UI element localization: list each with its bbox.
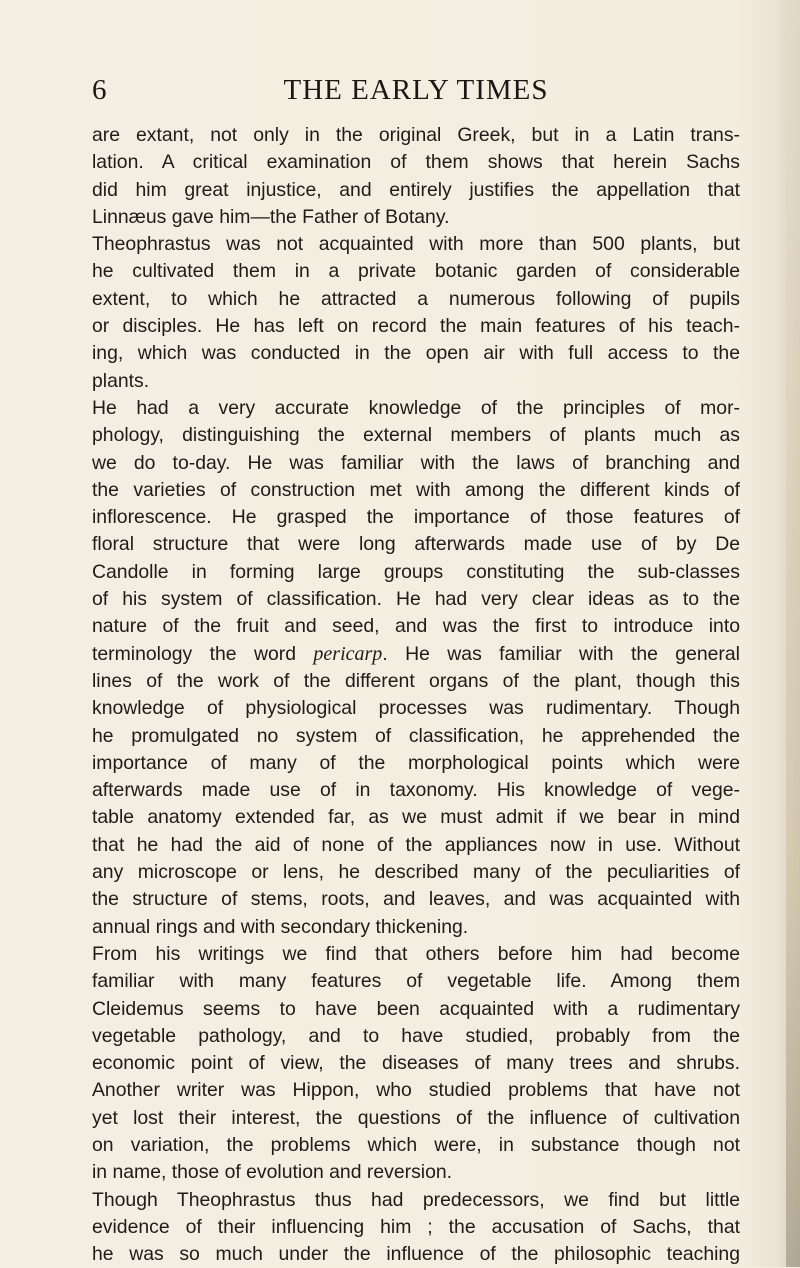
text-line: importance of many of the morphological points which were xyxy=(92,751,740,774)
text-line: the varieties of construction met with among the different kinds of xyxy=(92,478,740,501)
text-line: Theophrastus was not acquainted with more than 500 plants, but xyxy=(92,233,740,256)
text-line: nature of the fruit and seed, and was the first to introduce into xyxy=(92,615,740,638)
text-line: Linnæus gave him—the Father of Botany. xyxy=(92,205,450,228)
text-line: annual rings and with secondary thickening. xyxy=(92,915,469,938)
text-line: he was so much under the influence of the philosophic teaching xyxy=(92,1243,740,1266)
page-edge-shadow xyxy=(786,0,800,1267)
text-line: Another writer was Hippon, who studied problems that have not xyxy=(92,1079,740,1102)
text-line: lation. A critical examination of them shows that herein Sachs xyxy=(92,151,740,174)
text-line: extent, to which he attracted a numerous following of pupils xyxy=(92,287,740,310)
paragraph xyxy=(92,1187,740,1268)
text-line: evidence of their influencing him ; the accusation of Sachs, that xyxy=(92,1215,740,1238)
text-line: From his writings we find that others before him had become xyxy=(92,942,740,965)
text-line: any microscope or lens, he described many of the peculiarities of xyxy=(92,861,740,884)
text-line: in name, those of evolution and reversion. xyxy=(92,1161,453,1184)
text-line: floral structure that were long afterwards made use of by De xyxy=(92,533,740,556)
text-line: Cleidemus seems to have been acquainted with a rudimentary xyxy=(92,997,740,1020)
text-line: afterwards made use of in taxonomy. His knowledge of vege- xyxy=(92,779,740,802)
text-line: are extant, not only in the original Greek, but in a Latin trans- xyxy=(92,124,740,146)
text-line: Candolle in forming large groups constituting the sub-classes xyxy=(92,560,740,583)
text-line: vegetable pathology, and to have studied, probably from the xyxy=(92,1024,740,1047)
text-line: familiar with many features of vegetable life. Among them xyxy=(92,970,740,993)
page-header xyxy=(92,70,740,110)
text-line: phology, distinguishing the external members of plants much as xyxy=(92,424,740,447)
text-line: he promulgated no system of classification, he apprehended the xyxy=(92,724,740,747)
text-line: on variation, the problems which were, in substance though not xyxy=(92,1133,740,1156)
text-line: ing, which was conducted in the open air with full access to the xyxy=(92,342,740,365)
text-line: yet lost their interest, the questions of the influence of cultivation xyxy=(92,1106,740,1129)
text-line: of his system of classification. He had very clear ideas as to the xyxy=(92,588,740,611)
paragraph xyxy=(92,231,740,395)
text-line: inflorescence. He grasped the importance of those features of xyxy=(92,506,740,529)
text-line-with-italic xyxy=(92,641,740,668)
text-line: he cultivated them in a private botanic garden of considerable xyxy=(92,260,740,283)
paragraph xyxy=(92,122,740,231)
text-line: He had a very accurate knowledge of the principles of mor- xyxy=(92,396,740,419)
text-line: the structure of stems, roots, and leaves, and was acquainted with xyxy=(92,888,740,911)
text-line: Though Theophrastus thus had predecessors, we find but little xyxy=(92,1188,740,1211)
text-line: that he had the aid of none of the appliances now in use. Without xyxy=(92,833,740,856)
text-line: or disciples. He has left on record the main features of his teach- xyxy=(92,315,740,338)
text-line: plants. xyxy=(92,369,150,392)
text-line: economic point of view, the diseases of many trees and shrubs. xyxy=(92,1052,740,1075)
paragraph xyxy=(92,941,740,1187)
paragraph xyxy=(92,395,740,941)
text-line: we do to-day. He was familiar with the laws of branching and xyxy=(92,451,740,474)
page-number: 6 xyxy=(92,74,107,106)
italic-term-pericarp: pericarp xyxy=(313,642,383,665)
text-line: did him great injustice, and entirely justifies the appellation that xyxy=(92,178,740,201)
text-line: lines of the work of the different organs of the plant, though this xyxy=(92,669,740,692)
running-head: THE EARLY TIMES xyxy=(283,74,549,106)
text-fragment: . He was familiar with the general xyxy=(382,642,740,665)
text-line: table anatomy extended far, as we must admit if we bear in mind xyxy=(92,806,740,829)
text-fragment: terminology the word xyxy=(92,642,297,665)
body-text xyxy=(92,122,740,1268)
text-line: knowledge of physiological processes was rudimentary. Though xyxy=(92,697,740,720)
